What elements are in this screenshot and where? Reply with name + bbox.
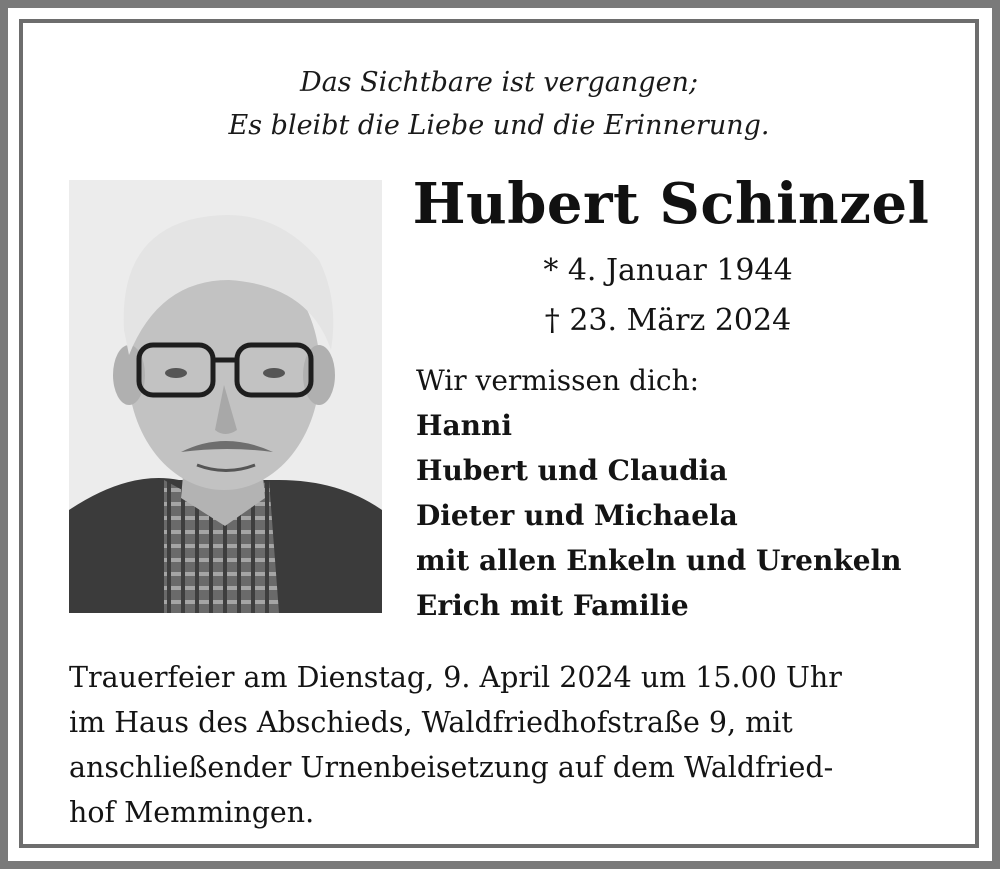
mourner-entry: Dieter und Michaela xyxy=(416,499,738,532)
mourner-entry: Hubert und Claudia xyxy=(416,454,728,487)
mourners-list xyxy=(416,358,902,628)
funeral-service-info xyxy=(69,655,949,835)
obituary-frame xyxy=(19,19,979,848)
motto xyxy=(23,61,975,147)
service-line-2: im Haus des Abschieds, Waldfriedhofstraße 9, mit xyxy=(69,706,793,739)
motto-line-1: Das Sichtbare ist vergangen; xyxy=(299,67,699,98)
portrait-photo xyxy=(69,180,382,613)
deceased-name: Hubert Schinzel xyxy=(412,171,930,237)
mourner-entry: Erich mit Familie xyxy=(416,589,689,622)
mourner-entry: Hanni xyxy=(416,409,512,442)
obituary-card xyxy=(8,8,992,861)
birth-date: * 4. Januar 1944 xyxy=(543,253,793,288)
life-dates xyxy=(418,246,918,346)
death-date: † 23. März 2024 xyxy=(544,303,792,338)
portrait-illustration xyxy=(69,180,382,613)
service-line-3: anschließender Urnenbeisetzung auf dem Waldfried- xyxy=(69,751,834,784)
mourner-entry: mit allen Enkeln und Urenkeln xyxy=(416,544,902,577)
mourners-lead: Wir vermissen dich: xyxy=(416,364,700,397)
service-line-4: hof Memmingen. xyxy=(69,796,315,829)
motto-line-2: Es bleibt die Liebe und die Erinnerung. xyxy=(228,110,770,141)
service-line-1: Trauerfeier am Dienstag, 9. April 2024 um 15.00 Uhr xyxy=(69,661,842,694)
